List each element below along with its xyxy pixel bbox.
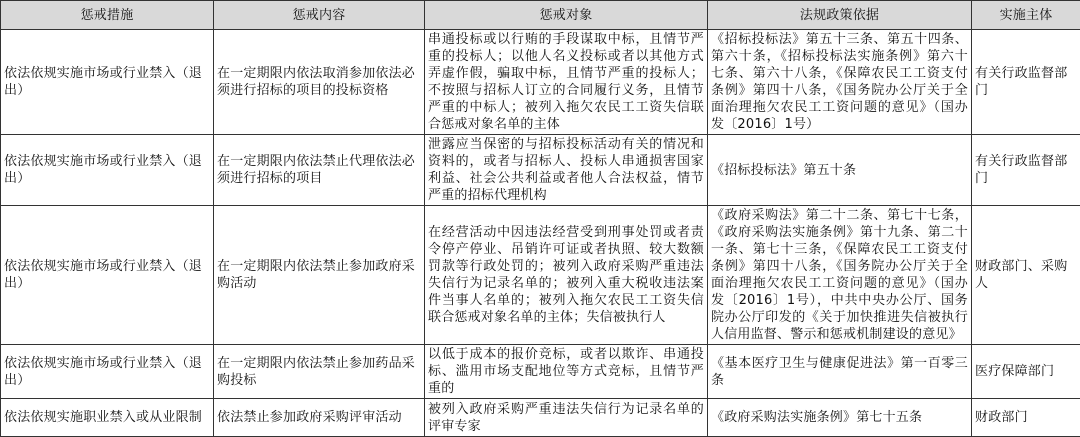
cell-measure: 依法依规实施市场或行业禁入（退出）	[1, 30, 214, 135]
cell-basis: 《政府采购法》第二十二条、第七十七条，《政府采购法实施条例》第十九条、第二十一条、第七十三条，《保障农民工工资支付条例》第四十八条，《国务院办公厅关于全面治理拖欠农民工工资问题的意见》（国办发〔2016〕1号），中共中央办公厅、国务院办公厅印发的《关于加快推进失信被执行人信用监督、警示和惩戒机制建设的意见》	[708, 206, 972, 345]
header-body: 实施主体	[972, 1, 1080, 30]
table-header-row	[1, 1, 1080, 30]
header-basis: 法规政策依据	[708, 1, 972, 30]
cell-body: 财政部门	[972, 399, 1080, 437]
cell-body: 有关行政监督部门	[972, 135, 1080, 206]
cell-basis: 《招标投标法》第五十三条、第五十四条、第六十条，《招标投标法实施条例》第六十七条、第六十八条，《保障农民工工资支付条例》第四十八条，《国务院办公厅关于全面治理拖欠农民工工资问题的意见》（国办发〔2016〕1号）	[708, 30, 972, 135]
header-measure: 惩戒措施	[1, 1, 214, 30]
cell-measure: 依法依规实施市场或行业禁入（退出）	[1, 345, 214, 399]
cell-target: 泄露应当保密的与招标投标活动有关的情况和资料的，或者与招标人、投标人串通损害国家利益、社会公共利益或者他人合法权益，情节严重的招标代理机构	[425, 135, 708, 206]
cell-body: 财政部门、采购人	[972, 206, 1080, 345]
table-row	[1, 30, 1080, 135]
cell-target: 被列入政府采购严重违法失信行为记录名单的评审专家	[425, 399, 708, 437]
header-content: 惩戒内容	[214, 1, 425, 30]
cell-target: 以低于成本的报价竞标，或者以欺诈、串通投标、滥用市场支配地位等方式竞标，且情节严重的	[425, 345, 708, 399]
table-row	[1, 206, 1080, 345]
cell-basis: 《基本医疗卫生与健康促进法》第一百零三条	[708, 345, 972, 399]
cell-basis: 《政府采购法实施条例》第七十五条	[708, 399, 972, 437]
cell-measure: 依法依规实施职业禁入或从业限制	[1, 399, 214, 437]
cell-body: 有关行政监督部门	[972, 30, 1080, 135]
cell-target: 在经营活动中因违法经营受到刑事处罚或者责令停产停业、吊销许可证或者执照、较大数额罚款等行政处罚的；被列入政府采购严重违法失信行为记录名单的；被列入重大税收违法案件当事人名单的；被列入拖欠农民工工资失信联合惩戒对象名单的主体；失信被执行人	[425, 206, 708, 345]
cell-content: 在一定期限内依法禁止代理依法必须进行招标的项目	[214, 135, 425, 206]
header-target: 惩戒对象	[425, 1, 708, 30]
table-row	[1, 135, 1080, 206]
cell-content: 在一定期限内依法禁止参加药品采购投标	[214, 345, 425, 399]
cell-basis: 《招标投标法》第五十条	[708, 135, 972, 206]
cell-measure: 依法依规实施市场或行业禁入（退出）	[1, 135, 214, 206]
table-row	[1, 399, 1080, 437]
cell-content: 依法禁止参加政府采购评审活动	[214, 399, 425, 437]
cell-content: 在一定期限内依法取消参加依法必须进行招标的项目的投标资格	[214, 30, 425, 135]
cell-target: 串通投标或以行贿的手段谋取中标，且情节严重的投标人；以他人名义投标或者以其他方式弄虚作假，骗取中标，且情节严重的投标人；不按照与招标人订立的合同履行义务，且情节严重的中标人；被列入拖欠农民工工资失信联合惩戒对象名单的主体	[425, 30, 708, 135]
cell-content: 在一定期限内依法禁止参加政府采购活动	[214, 206, 425, 345]
cell-body: 医疗保障部门	[972, 345, 1080, 399]
table-row	[1, 345, 1080, 399]
cell-measure: 依法依规实施市场或行业禁入（退出）	[1, 206, 214, 345]
